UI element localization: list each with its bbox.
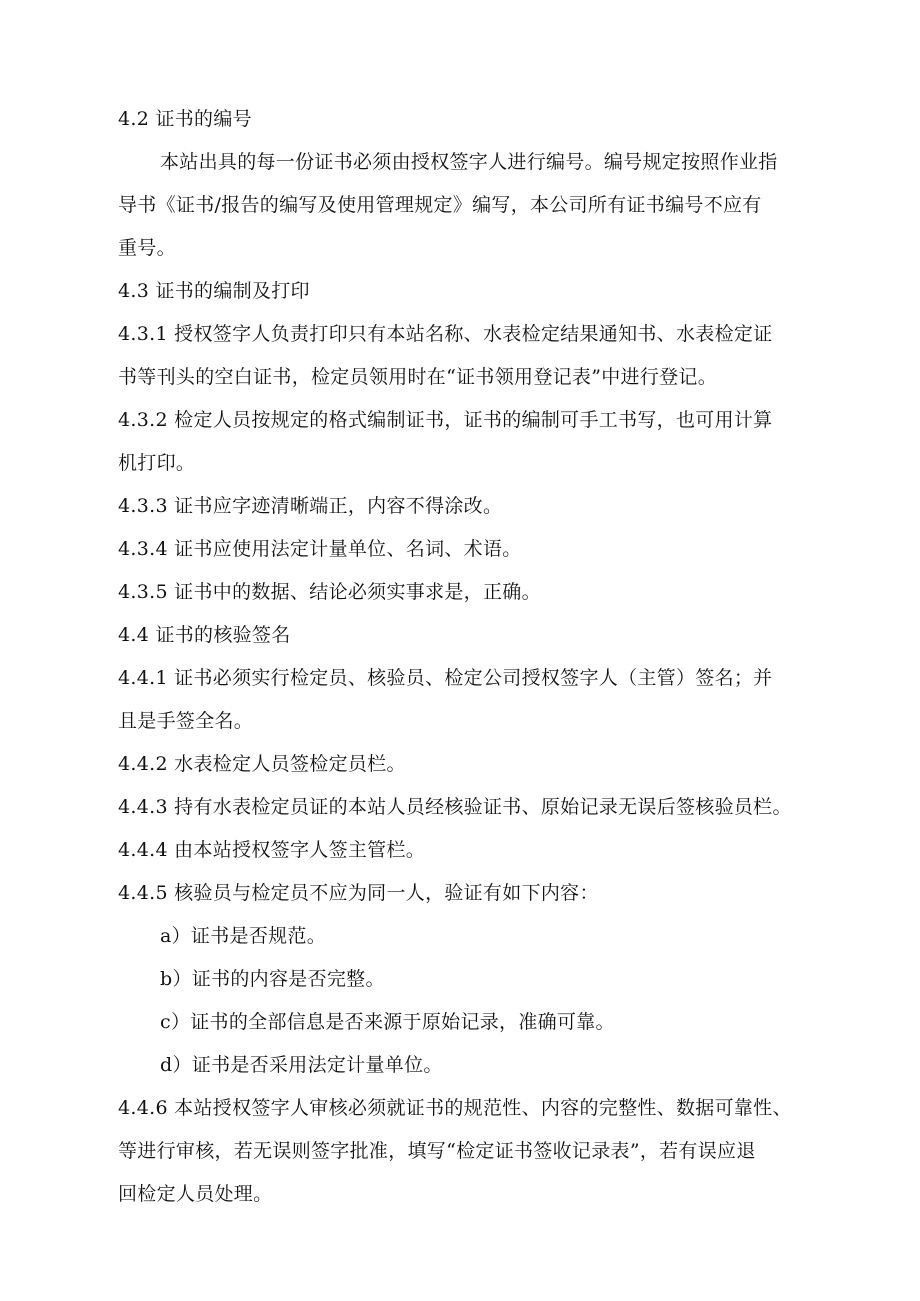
paragraph-line: 4.3.1 授权签字人负责打印只有本站名称、水表检定结果通知书、水表检定证	[118, 323, 773, 345]
paragraph-line: 4.3.5 证书中的数据、结论必须实事求是，正确。	[118, 581, 541, 603]
paragraph-line: 等进行审核，若无误则签字批准，填写“检定证书签收记录表”，若有误应退	[118, 1140, 756, 1162]
paragraph-line: 本站出具的每一份证书必须由授权签字人进行编号。编号规定按照作业指	[160, 151, 778, 173]
list-item: d）证书是否采用法定计量单位。	[160, 1054, 443, 1076]
paragraph-line: 4.3.2 检定人员按规定的格式编制证书，证书的编制可手工书写，也可用计算	[118, 409, 773, 431]
paragraph-line: 书等刊头的空白证书，检定员领用时在“证书领用登记表”中进行登记。	[118, 366, 718, 388]
list-item: b）证书的内容是否完整。	[160, 968, 385, 990]
paragraph-line: 4.4.4 由本站授权签字人签主管栏。	[118, 839, 426, 861]
paragraph-line: 且是手签全名。	[118, 710, 254, 732]
paragraph-line: 4.4.2 水表检定人员签检定员栏。	[118, 753, 406, 775]
paragraph-line: 回检定人员处理。	[118, 1183, 273, 1205]
paragraph-line: 4.4.1 证书必须实行检定员、核验员、检定公司授权签字人（主管）签名；并	[118, 667, 773, 689]
paragraph-line: 4.4.3 持有水表检定员证的本站人员经核验证书、原始记录无误后签核验员栏。	[118, 796, 792, 818]
list-item: c）证书的全部信息是否来源于原始记录，准确可靠。	[160, 1011, 615, 1033]
paragraph-line: 机打印。	[118, 452, 196, 474]
heading-4-3: 4.3 证书的编制及打印	[118, 280, 310, 302]
paragraph-line: 重号。	[118, 237, 176, 259]
paragraph-line: 4.4.5 核验员与检定员不应为同一人，验证有如下内容：	[118, 882, 599, 904]
paragraph-line: 4.3.3 证书应字迹清晰端正，内容不得涂改。	[118, 495, 503, 517]
heading-4-4: 4.4 证书的核验签名	[118, 624, 291, 646]
paragraph-line: 4.3.4 证书应使用法定计量单位、名词、术语。	[118, 538, 522, 560]
list-item: a）证书是否规范。	[160, 925, 327, 947]
paragraph-line: 导书《证书/报告的编写及使用管理规定》编写，本公司所有证书编号不应有	[118, 194, 762, 216]
paragraph-line: 4.4.6 本站授权签字人审核必须就证书的规范性、内容的完整性、数据可靠性、	[118, 1097, 792, 1119]
heading-4-2: 4.2 证书的编号	[118, 108, 252, 130]
